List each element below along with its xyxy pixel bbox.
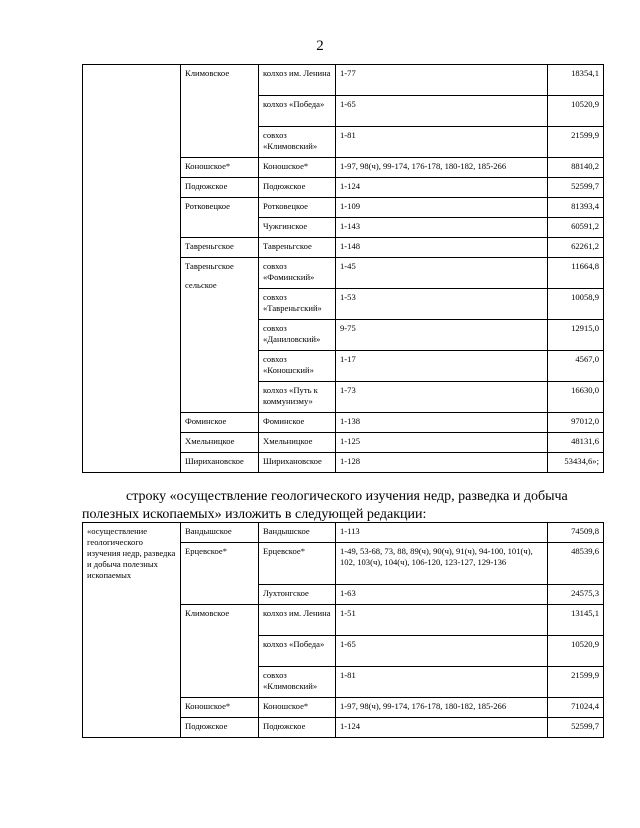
table-cell-quarters: 1-49, 53-68, 73, 88, 89(ч), 90(ч), 91(ч), 94-100, 101(ч), 102, 103(ч), 104(ч), 106-120, 123-127, 129-136	[336, 543, 548, 585]
table-cell-quarters: 1-81	[336, 127, 548, 158]
table-cell-municipality	[181, 258, 259, 413]
table-cell-municipality: Ширихановское	[181, 453, 259, 473]
paragraph-line-2: полезных ископаемых» изложить в следующей редакции:	[82, 507, 427, 522]
table-cell-municipality: Ротковецкое	[181, 198, 259, 238]
table-cell-municipality: Вандышское	[181, 523, 259, 543]
table-cell-municipality: Климовское	[181, 65, 259, 158]
table-cell-entity: совхоз «Фоминский»	[259, 258, 336, 289]
table-cell-entity: Подюжское	[259, 718, 336, 738]
table-cell-quarters: 1-73	[336, 382, 548, 413]
table-cell-quarters: 1-125	[336, 433, 548, 453]
table-cell-area: 52599,7	[548, 178, 604, 198]
table-cell-area: 81393,4	[548, 198, 604, 218]
table-cell-entity: колхоз «Победа»	[259, 96, 336, 127]
table-cell-area: 48539,6	[548, 543, 604, 585]
table-cell-area: 10058,9	[548, 289, 604, 320]
table-cell-entity: совхоз «Коношский»	[259, 351, 336, 382]
table-cell-quarters: 1-65	[336, 96, 548, 127]
table-cell-area: 13145,1	[548, 605, 604, 636]
page-number: 2	[316, 38, 324, 54]
table-cell-quarters: 1-81	[336, 667, 548, 698]
table-cell-quarters: 1-97, 98(ч), 99-174, 176-178, 180-182, 185-266	[336, 698, 548, 718]
table-cell-municipality: Коношское*	[181, 158, 259, 178]
amendment-paragraph	[82, 488, 608, 524]
table-cell-activity: «осуществление геологического изучения недр, разведка и добыча полезных ископаемых	[83, 523, 181, 738]
table-lower	[82, 522, 604, 738]
table-cell-area: 12915,0	[548, 320, 604, 351]
table-cell-activity	[83, 65, 181, 473]
table-cell-entity: колхоз «Победа»	[259, 636, 336, 667]
table-cell-quarters: 1-128	[336, 453, 548, 473]
table-cell-area: 24575,3	[548, 585, 604, 605]
table-cell-quarters: 1-143	[336, 218, 548, 238]
table-upper	[82, 64, 604, 473]
paragraph-line-1: строку «осуществление геологического изучения недр, разведка и добыча	[126, 489, 568, 504]
table-cell-municipality: Подюжское	[181, 718, 259, 738]
table-cell-area: 52599,7	[548, 718, 604, 738]
table-cell-entity: совхоз «Климовский»	[259, 667, 336, 698]
table-cell-municipality: Подюжское	[181, 178, 259, 198]
table-cell-area: 71024,4	[548, 698, 604, 718]
table-cell-area: 10520,9	[548, 96, 604, 127]
table-cell-municipality: Ерцевское*	[181, 543, 259, 605]
table-cell-area: 97012,0	[548, 413, 604, 433]
table-cell-quarters: 1-45	[336, 258, 548, 289]
table-cell-entity: совхоз «Тавреньгский»	[259, 289, 336, 320]
table-cell-municipality: Хмельницкое	[181, 433, 259, 453]
table-row	[83, 523, 604, 543]
table-cell-entity: Подюжское	[259, 178, 336, 198]
table-cell-quarters: 1-109	[336, 198, 548, 218]
table-cell-quarters: 1-65	[336, 636, 548, 667]
table-cell-quarters: 1-124	[336, 718, 548, 738]
table-cell-entity: колхоз им. Ленина	[259, 605, 336, 636]
table-cell-quarters: 1-77	[336, 65, 548, 96]
table-cell-quarters: 1-17	[336, 351, 548, 382]
table-cell-municipality: Фоминское	[181, 413, 259, 433]
table-cell-area: 16630,0	[548, 382, 604, 413]
table-cell-quarters: 1-53	[336, 289, 548, 320]
table-cell-area: 62261,2	[548, 238, 604, 258]
table-cell-entity: Чужгинское	[259, 218, 336, 238]
table-cell-entity: Вандышское	[259, 523, 336, 543]
table-cell-area: 4567,0	[548, 351, 604, 382]
table-cell-entity: Хмельницкое	[259, 433, 336, 453]
table-cell-quarters: 1-97, 98(ч), 99-174, 176-178, 180-182, 185-266	[336, 158, 548, 178]
table-cell-entity: совхоз «Даниловский»	[259, 320, 336, 351]
table-cell-area: 18354,1	[548, 65, 604, 96]
table-cell-entity: колхоз «Путь к коммунизму»	[259, 382, 336, 413]
table-cell-area: 53434,6»;	[548, 453, 604, 473]
table-cell-area: 21599,9	[548, 667, 604, 698]
table-cell-municipality: Коношское*	[181, 698, 259, 718]
municipality-name: Тавреньгское	[185, 261, 234, 271]
table-cell-area: 11664,8	[548, 258, 604, 289]
table-cell-municipality: Тавреньгское	[181, 238, 259, 258]
table-cell-entity: Коношское*	[259, 698, 336, 718]
table-cell-entity: Фоминское	[259, 413, 336, 433]
table-cell-entity: Коношское*	[259, 158, 336, 178]
table-cell-entity: Ерцевское*	[259, 543, 336, 585]
table-cell-entity: Тавреньгское	[259, 238, 336, 258]
table-cell-entity: совхоз «Климовский»	[259, 127, 336, 158]
table-cell-entity: Ротковецкое	[259, 198, 336, 218]
table-cell-area: 10520,9	[548, 636, 604, 667]
table-cell-area: 60591,2	[548, 218, 604, 238]
table-cell-quarters: 9-75	[336, 320, 548, 351]
table-cell-entity: Лухтонгское	[259, 585, 336, 605]
table-cell-quarters: 1-124	[336, 178, 548, 198]
table-cell-quarters: 1-148	[336, 238, 548, 258]
municipality-type: сельское	[185, 280, 217, 290]
table-cell-quarters: 1-113	[336, 523, 548, 543]
table-cell-entity: Ширихановское	[259, 453, 336, 473]
table-cell-area: 48131,6	[548, 433, 604, 453]
table-cell-municipality: Климовское	[181, 605, 259, 698]
table-cell-area: 21599,9	[548, 127, 604, 158]
table-cell-area: 74509,8	[548, 523, 604, 543]
table-cell-area: 88140,2	[548, 158, 604, 178]
table-row	[83, 65, 604, 96]
table-cell-entity: колхоз им. Ленина	[259, 65, 336, 96]
table-cell-quarters: 1-51	[336, 605, 548, 636]
table-cell-quarters: 1-138	[336, 413, 548, 433]
table-cell-quarters: 1-63	[336, 585, 548, 605]
